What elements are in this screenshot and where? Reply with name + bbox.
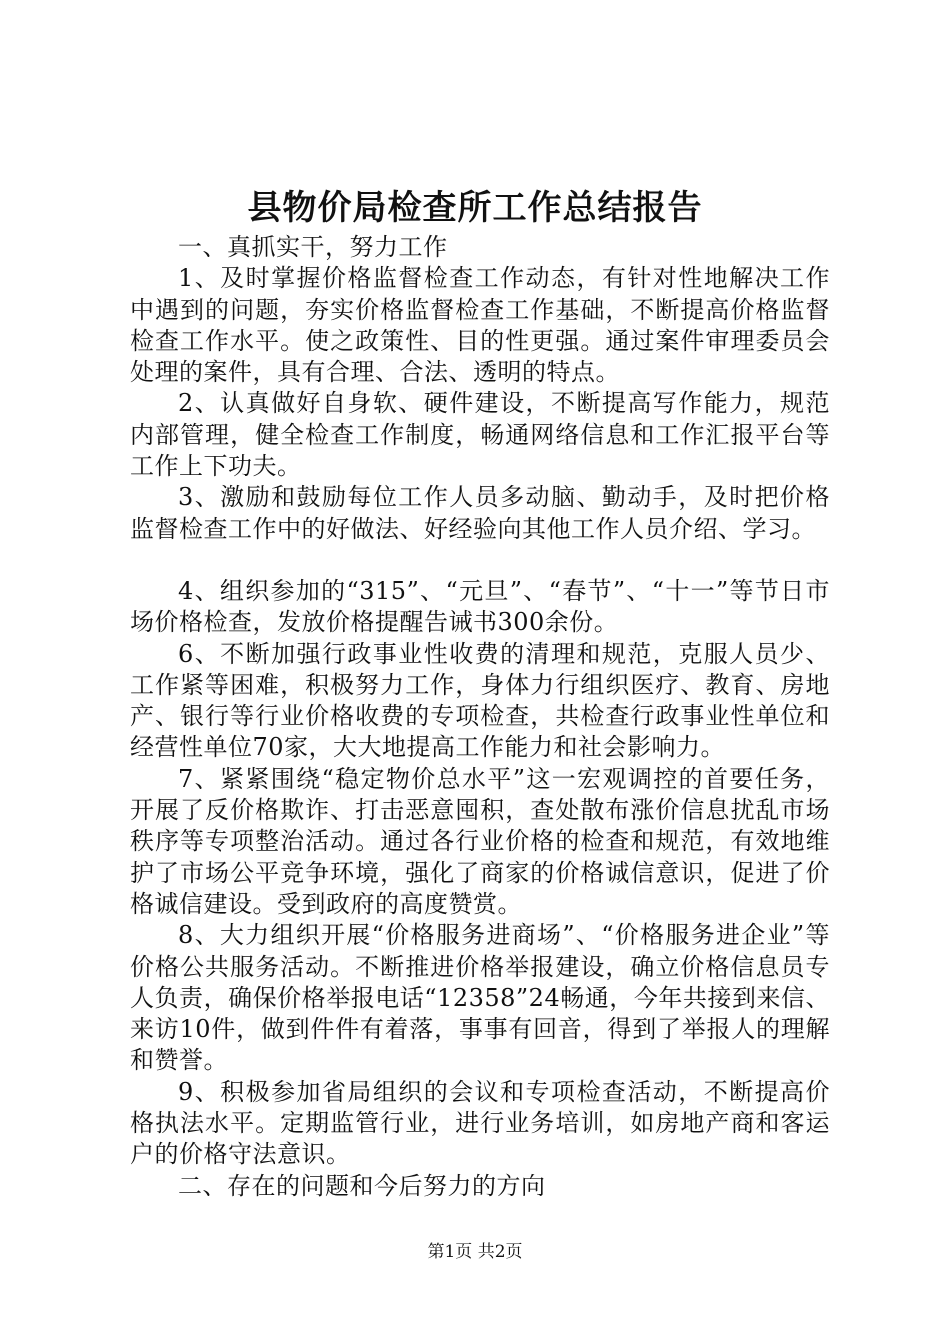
paragraph-item-4: 4、组织参加的“315”、“元旦”、“春节”、“十一”等节日市场价格检查，发放价格提醒告诫书300余份。 bbox=[130, 576, 830, 637]
page-footer: 第1页 共2页 bbox=[427, 1242, 523, 1262]
paragraph-item-9: 9、积极参加省局组织的会议和专项检查活动，不断提高价格执法水平。定期监管行业，进行业务培训，如房地产商和客运户的价格守法意识。 bbox=[130, 1077, 830, 1169]
document-title: 县物价局检查所工作总结报告 bbox=[247, 188, 703, 228]
paragraph-item-6: 6、不断加强行政事业性收费的清理和规范，克服人员少、工作紧等困难，积极努力工作，身体力行组织医疗、教育、房地产、银行等行业价格收费的专项检查，共检查行政事业性单位和经营性单位70家，大大地提高工作能力和社会影响力。 bbox=[130, 639, 830, 762]
paragraph-item-2: 2、认真做好自身软、硬件建设，不断提高写作能力，规范内部管理，健全检查工作制度，畅通网络信息和工作汇报平台等工作上下功夫。 bbox=[130, 389, 830, 481]
paragraph-item-8: 8、大力组织开展“价格服务进商场”、“价格服务进企业”等价格公共服务活动。不断推进价格举报建设，确立价格信息员专人负责，确保价格举报电话“12358”24畅通，今年共接到来信、来访10件，做到件件有着落，事事有回音，得到了举报人的理解和赞誉。 bbox=[130, 921, 830, 1075]
paragraph-item-3: 3、激励和鼓励每位工作人员多动脑、勤动手，及时把价格监督检查工作中的好做法、好经验向其他工作人员介绍、学习。 bbox=[130, 483, 830, 543]
paragraph-gap bbox=[130, 545, 830, 576]
paragraph-item-1: 1、及时掌握价格监督检查工作动态，有针对性地解决工作中遇到的问题，夯实价格监督检查工作基础，不断提高价格监督检查工作水平。使之政策性、目的性更强。通过案件审理委员会处理的案件，具有合理、合法、透明的特点。 bbox=[130, 264, 830, 387]
paragraph-item-7: 7、紧紧围绕“稳定物价总水平”这一宏观调控的首要任务，开展了反价格欺诈、打击恶意囤积，查处散布涨价信息扰乱市场秩序等专项整治活动。通过各行业价格的检查和规范，有效地维护了市场公平竞争环境，强化了商家的价格诚信意识，促进了价格诚信建设。受到政府的高度赞赏。 bbox=[130, 764, 830, 918]
section-heading-2: 二、存在的问题和今后努力的方向 bbox=[178, 1171, 546, 1200]
section-heading-1: 一、真抓实干，努力工作 bbox=[178, 233, 448, 261]
document-body bbox=[130, 232, 830, 1202]
